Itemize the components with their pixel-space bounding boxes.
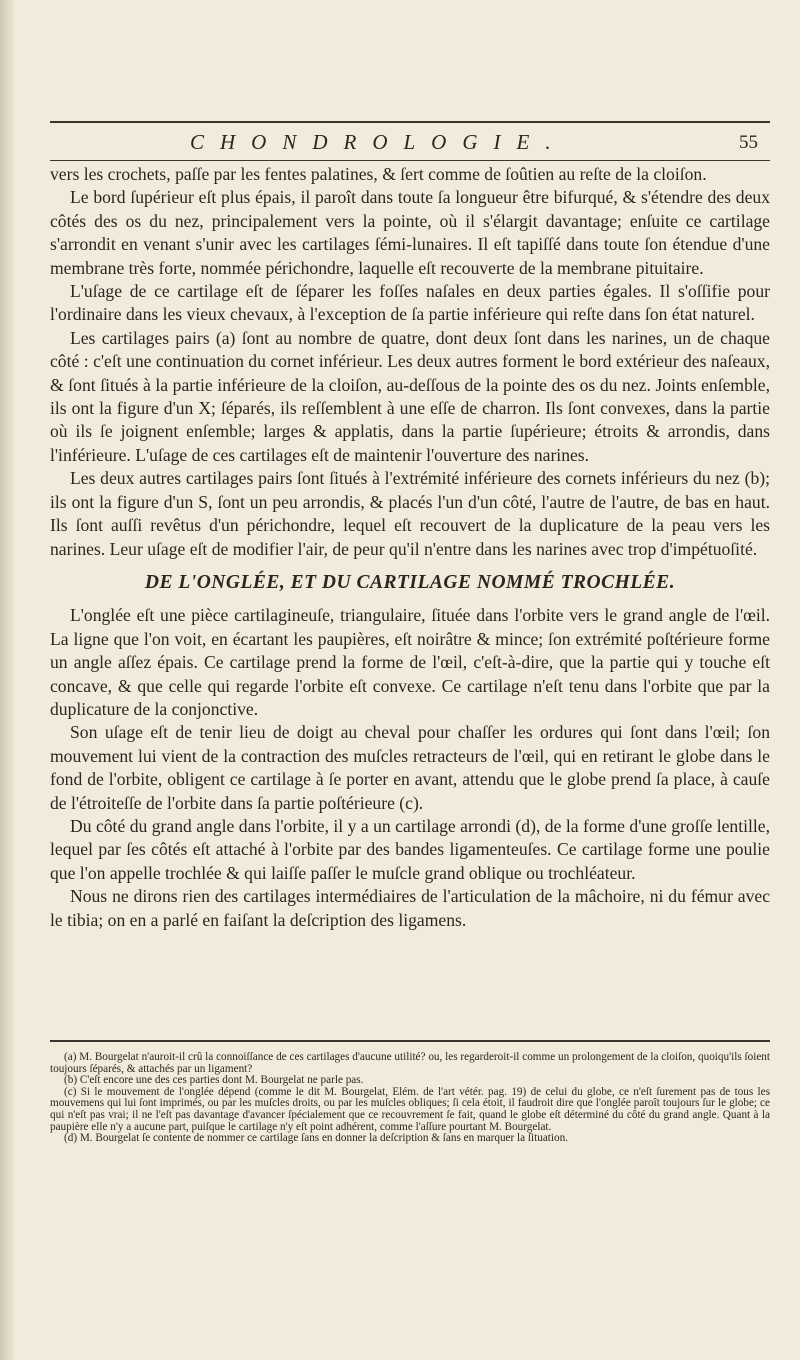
- paragraph: Les deux autres cartilages pairs ſont ſitués à l'extrémité inférieure des cornets inférieurs du nez (b); ils ont la figure d'un S, ſont un peu arrondis, & placés l'un d'un côté, l'autre de l'autre, de bas en haut. Ils ſont auſſi revêtus d'un périchondre, lequel eſt recouvert de la duplicature de la peau vers les narines. Leur uſage eſt de modifier l'air, de peur qu'il n'entre dans les narines avec trop d'impétuoſité.: [50, 468, 770, 559]
- footnote-c: (c) Si le mouvement de l'onglée dépend (comme le dit M. Bourgelat, Elém. de l'art vétér. pag. 19) de celui du globe, ce n'eſt ſurement pas de tous les mouvemens qui lui ſont imprimés, ou par les muſcles droits, ou par les muſcles obliques; ſi cela étoit, il faudroit dire que l'onglée paroît toujours ſur le globe; ce qui n'eſt pas vrai; il ne l'eſt pas davantage d'avancer ſpécialement que ce recouvrement ſe fait, quand le globe eſt déterminé du côté du grand angle. Quant à la paupière elle n'y a aucune part, puiſque le cartilage n'y eſt point adhérent, comme l'aſſure pourtant M. Bourgelat.: [50, 1085, 770, 1133]
- paragraph: L'uſage de ce cartilage eſt de ſéparer les foſſes naſales en deux parties égales. Il s'oſſifie pour l'ordinaire dans les vieux chevaux, à l'exception de ſa partie inférieure qui reſte dans ſon état naturel.: [50, 281, 770, 325]
- section-heading: DE L'ONGLÉE, ET DU CARTILAGE NOMMÉ TROCHLÉE.: [144, 571, 676, 593]
- running-title: CHONDROLOGIE.: [190, 130, 567, 154]
- footnote-b: (b) C'eſt encore une des ces parties dont M. Bourgelat ne parle pas.: [64, 1074, 364, 1087]
- main-text: [50, 163, 770, 932]
- paragraph: vers les crochets, paſſe par les fentes palatines, & ſert comme de ſoûtien au reſte de la cloiſon.: [50, 164, 707, 184]
- paragraph: Son uſage eſt de tenir lieu de doigt au cheval pour chaſſer les ordures qui ſont dans l'œil; ſon mouvement lui vient de la contraction des muſcles retracteurs de l'œil, qui en retirant le globe dans le fond de l'orbite, obligent ce cartilage à ſe porter en avant, attendu que le globe prend ſa place, à cauſe de l'étroiteſſe de l'orbite dans ſa partie poſtérieure (c).: [50, 722, 770, 813]
- paragraph: Du côté du grand angle dans l'orbite, il y a un cartilage arrondi (d), de la forme d'une groſſe lentille, lequel par ſes côtés eſt attaché à l'orbite par des bandes ligamenteuſes. Ce cartilage forme une poulie que l'on appelle trochlée & qui laiſſe paſſer le muſcle grand oblique ou trochléateur.: [50, 815, 770, 883]
- page-edge: [0, 0, 14, 1360]
- paragraph: Le bord ſupérieur eſt plus épais, il paroît dans toute ſa longueur être bifurqué, & s'étendre des deux côtés des os du nez, principalement vers la pointe, où il s'élargit davantage; enſuite ce cartilage s'arrondit en venant s'unir avec les cartilages ſémi-lunaires. Il eſt tapiſſé dans toute ſon étendue d'une membrane très forte, nommée périchondre, laquelle eſt recouverte de la membrane pituitaire.: [50, 187, 770, 278]
- header-rule-top: [50, 121, 770, 123]
- footnote-rule: [50, 1040, 770, 1042]
- header-rule-bottom: [50, 160, 770, 161]
- paragraph: L'onglée eſt une pièce cartilagineuſe, triangulaire, ſituée dans l'orbite vers le grand angle de l'œil. La ligne que l'on voit, en écartant les paupières, eſt noirâtre & mince; ſon extrémité poſtérieure forme un angle aſſez épais. Ce cartilage prend la forme de l'œil, c'eſt-à-dire, que la partie qui y touche eſt concave, & que celle qui regarde l'orbite eſt convexe. Ce cartilage n'eſt tenu dans l'orbite que par la duplicature de la conjonctive.: [50, 605, 770, 719]
- footnote-a: (a) M. Bourgelat n'auroit-il crû la connoiſſance de ces cartilages d'aucune utilité? ou, les regarderoit-il comme un prolongement de la cloiſon, quoiqu'ils ſoient toujours ſéparés, & attachés par un ligament?: [50, 1051, 770, 1075]
- paragraph: Nous ne dirons rien des cartilages intermédiaires de l'articulation de la mâchoire, ni du fémur avec le tibia; on en a parlé en faiſant la deſcription des ligamens.: [50, 886, 770, 930]
- running-header: [50, 130, 770, 158]
- paragraph: Les cartilages pairs (a) ſont au nombre de quatre, dont deux ſont dans les narines, un de chaque côté : c'eſt une continuation du cornet inférieur. Les deux autres forment le bord extérieur des naſeaux, & ſont ſitués à la partie inférieure de la cloiſon, au-deſſous de la pointe des os du nez. Joints enſemble, ils ont la figure d'un X; ſéparés, ils reſſemblent à une eſſe de charron. Ils ſont convexes, dans la partie où ils ſe joignent enſemble; larges & applatis, dans la partie ſupérieure; étroits & arrondis, dans l'inférieure. L'uſage de ces cartilages eſt de maintenir l'ouverture des narines.: [50, 327, 770, 465]
- footnotes: [50, 1052, 770, 1145]
- page-number: 55: [739, 132, 758, 153]
- footnote-d: (d) M. Bourgelat ſe contente de nommer ce cartilage ſans en donner la deſcription & ſans en marquer la ſituation.: [64, 1132, 568, 1145]
